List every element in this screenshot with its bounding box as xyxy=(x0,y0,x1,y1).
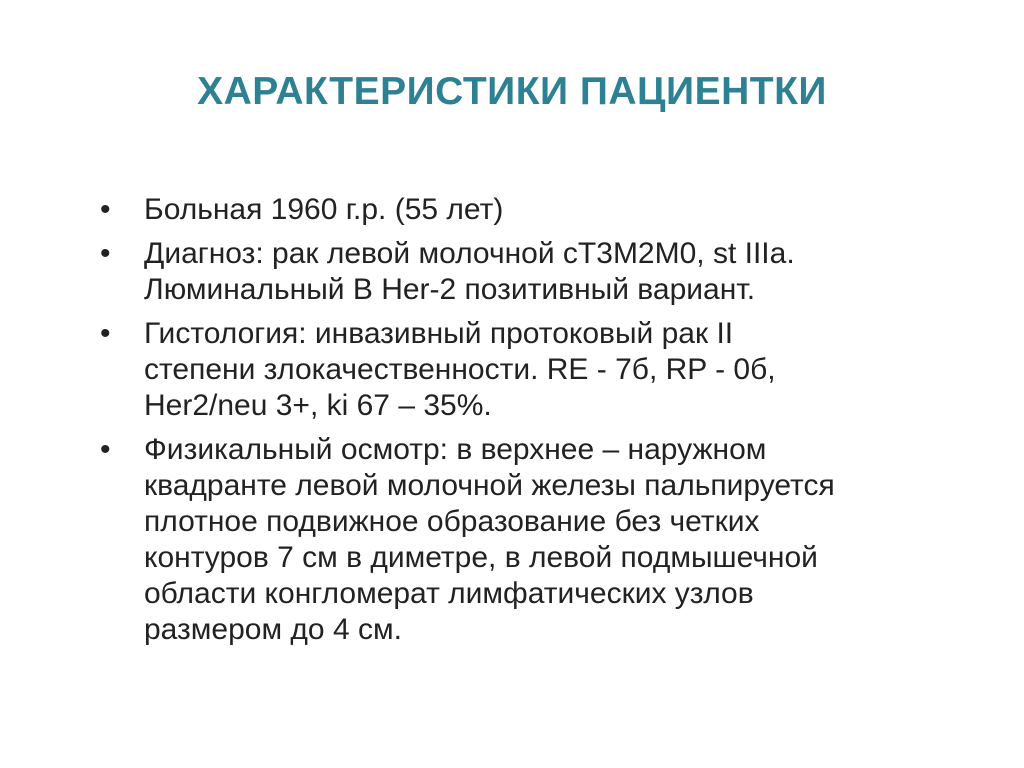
bullet-text-line: квадранте левой молочной железы пальпируется xyxy=(144,469,835,502)
bullet-text-line: размером до 4 см. xyxy=(144,613,402,646)
bullet-icon: • xyxy=(100,193,111,226)
bullet-text-line: степени злокачественности. RE - 7б, RP - 0б, xyxy=(144,353,776,386)
bullet-text-line: Больная 1960 г.р. (55 лет) xyxy=(144,193,504,226)
bullet-icon: • xyxy=(100,237,111,270)
bullet-list xyxy=(100,192,970,656)
bullet-text-line: Люминальный В Her-2 позитивный вариант. xyxy=(144,273,756,306)
bullet-text-line: области конгломерат лимфатических узлов xyxy=(144,577,754,610)
bullet-item-diagnosis xyxy=(100,236,970,308)
bullet-text-line: Her2/neu 3+, ki 67 – 35%. xyxy=(144,389,492,422)
bullet-text-line: Гистология: инвазивный протоковый рак II xyxy=(144,317,734,350)
bullet-text-line: Диагноз: рак левой молочной cT3M2M0, st IIIa. xyxy=(144,237,795,270)
bullet-item-physical-exam xyxy=(100,432,970,648)
bullet-icon: • xyxy=(100,317,111,350)
bullet-text-line: плотное подвижное образование без четких xyxy=(144,505,760,538)
bullet-item-birth xyxy=(100,192,970,228)
bullet-item-histology xyxy=(100,316,970,424)
slide-title: ХАРАКТЕРИСТИКИ ПАЦИЕНТКИ xyxy=(197,70,827,113)
bullet-text-line: контуров 7 см в диметре, в левой подмышечной xyxy=(144,541,818,574)
bullet-icon: • xyxy=(100,433,111,466)
bullet-text-line: Физикальный осмотр: в верхнее – наружном xyxy=(144,433,767,466)
